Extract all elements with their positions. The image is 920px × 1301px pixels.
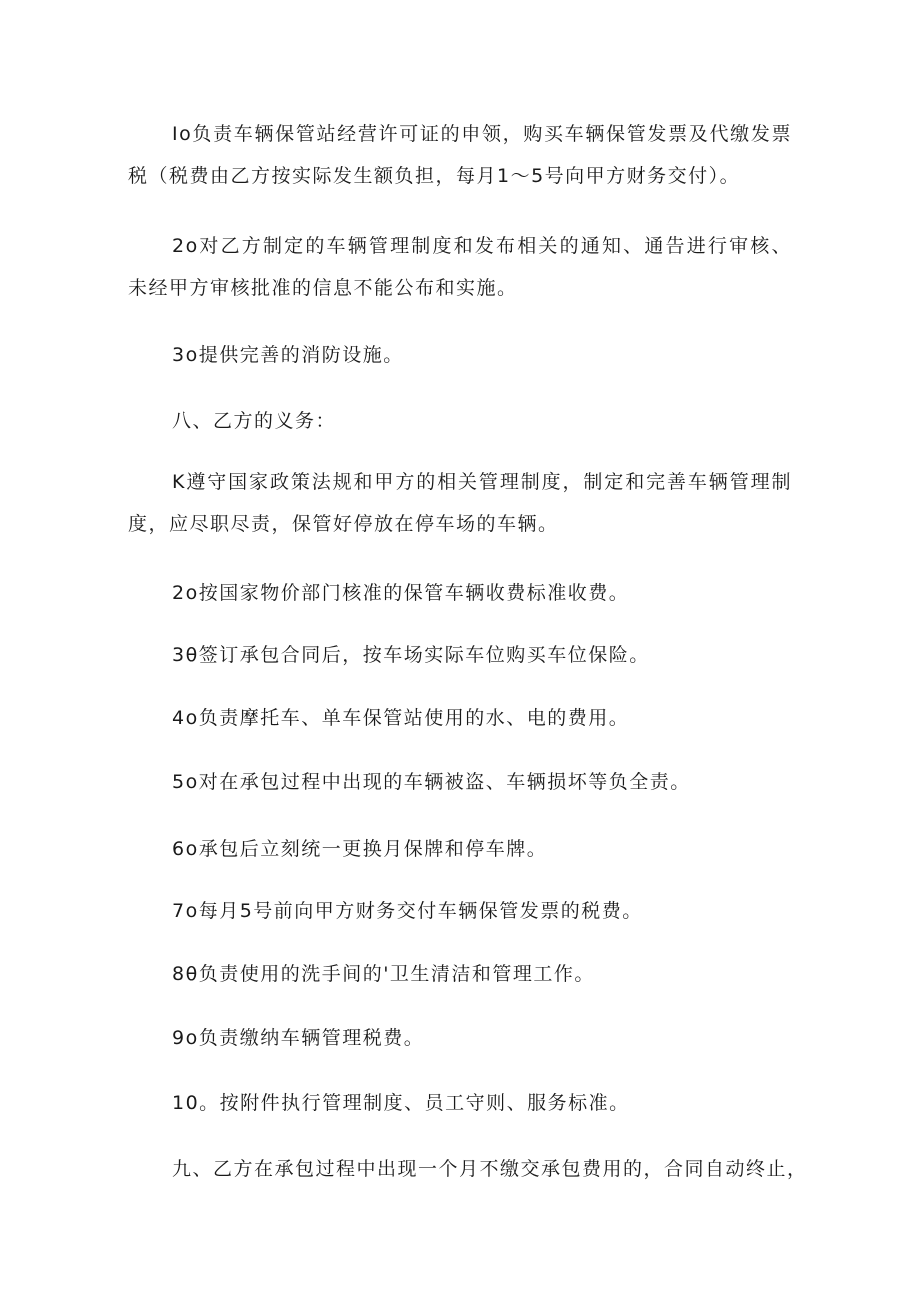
paragraph-obligation-3: 3θ签订承包合同后，按车场实际车位购买车位保险。 — [172, 644, 650, 666]
paragraph-duty-3: 3o提供完善的消防设施。 — [172, 344, 404, 366]
paragraph-duty-2: 2o对乙方制定的车辆管理制度和发布相关的通知、通告进行审核、未经甲方审核批准的信息不能公布和实施。 — [128, 235, 792, 299]
paragraph-duty-1: Io负责车辆保管站经营许可证的申领，购买车辆保管发票及代缴发票税（税费由乙方按实际发生额负担，每月1〜5号向甲方财务交付）。 — [128, 123, 792, 187]
paragraph-obligation-10: 10。按附件执行管理制度、员工守则、服务标准。 — [172, 1092, 630, 1114]
paragraph-obligation-1: K遵守国家政策法规和甲方的相关管理制度，制定和完善车辆管理制度，应尽职尽责，保管好停放在停车场的车辆。 — [128, 471, 792, 535]
paragraph-obligation-8: 8θ负责使用的洗手间的'卫生清洁和管理工作。 — [172, 963, 595, 985]
section-heading-termination: 九、乙方在承包过程中出现一个月不缴交承包费用的，合同自动终止， — [172, 1158, 808, 1180]
paragraph-obligation-9: 9o负责缴纳车辆管理税费。 — [172, 1027, 425, 1049]
paragraph-obligation-5: 5o对在承包过程中出现的车辆被盗、车辆损坏等负全责。 — [172, 771, 691, 793]
section-heading-party-b-obligations: 八、乙方的义务： — [172, 410, 337, 432]
paragraph-obligation-6: 6o承包后立刻统一更换月保牌和停车牌。 — [172, 838, 548, 860]
paragraph-obligation-2: 2o按国家物价部门核准的保管车辆收费标准收费。 — [172, 582, 630, 604]
paragraph-obligation-7: 7o每月5号前向甲方财务交付车辆保管发票的税费。 — [172, 900, 643, 922]
paragraph-obligation-4: 4o负责摩托车、单车保管站使用的水、电的费用。 — [172, 707, 630, 729]
